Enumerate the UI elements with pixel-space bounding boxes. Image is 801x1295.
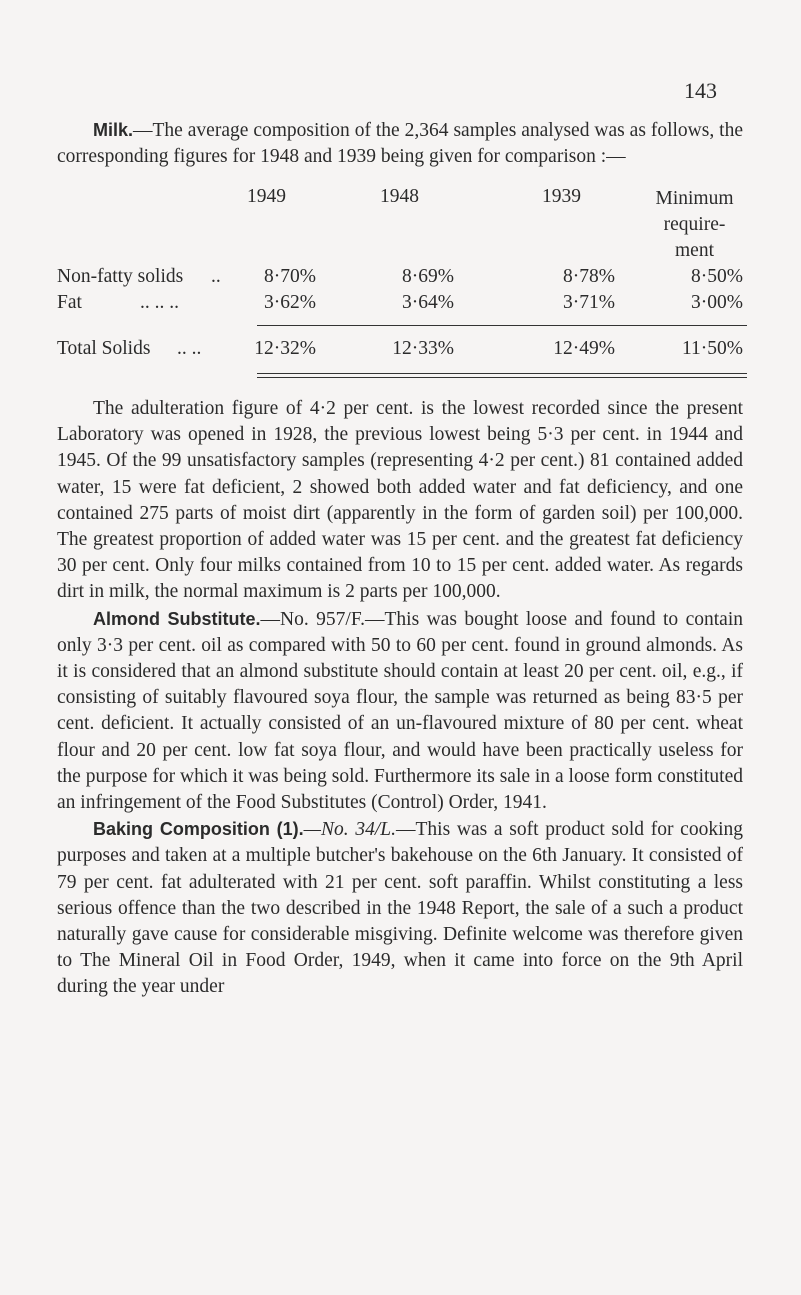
total-rule-bottom xyxy=(257,377,747,378)
value-1948: 3·64% xyxy=(402,292,454,313)
total-minimum: 11·50% xyxy=(681,338,743,359)
baking-reference: —No. 34/L. xyxy=(303,819,396,841)
subtotal-rule xyxy=(257,325,747,326)
header-1939: 1939 xyxy=(542,186,581,207)
baking-paragraph xyxy=(57,816,743,1000)
header-1948: 1948 xyxy=(380,186,419,207)
almond-heading: Almond Substitute. xyxy=(93,608,261,629)
total-label: Total Solids xyxy=(57,338,151,359)
leader-dots: .. .. .. xyxy=(140,292,179,313)
baking-heading: Baking Composition (1). xyxy=(93,819,304,840)
almond-paragraph xyxy=(57,606,743,817)
header-minimum-line-1: Minimum xyxy=(655,188,734,209)
value-minimum: 3·00% xyxy=(691,292,743,313)
value-1939: 3·71% xyxy=(563,292,615,313)
table-header-row xyxy=(57,186,747,261)
header-minimum-requirement xyxy=(642,186,747,264)
milk-intro xyxy=(57,117,743,170)
value-1939: 8·78% xyxy=(563,266,615,287)
value-1948: 8·69% xyxy=(402,266,454,287)
baking-text: —This was a soft product sold for cooking purposes and taken at a multiple butcher's bakehouse on the 6th January. It consisted of 79 per cent. fat adulterated with 21 per cent. soft paraffin. Whilst constituting a less serious offence than the two described in the 1948 Report, the sale of a such a product naturally gave cause for considerable misgiving. Definite welcome was therefore given to The Mineral Oil in Food Order, 1949, when it came into force on the 9th April during the year under xyxy=(57,819,743,998)
header-minimum-line-2: require- xyxy=(663,214,726,235)
value-1949: 8·70% xyxy=(264,266,316,287)
total-1939: 12·49% xyxy=(553,338,615,359)
body-text xyxy=(57,396,743,1001)
header-minimum-line-3: ment xyxy=(675,240,714,261)
value-minimum: 8·50% xyxy=(691,266,743,287)
adulteration-paragraph: The adulteration figure of 4·2 per cent. is the lowest recorded since the present Laboratory was opened in 1928, the previous lowest being 5·3 per cent. in 1944 and 1945. Of the 99 unsatisfactory samples (representing 4·2 per cent.) 81 contained added water, 15 were fat deficient, 2 showed both added water and fat deficiency, and one contained 275 parts of moist dirt (apparently in the form of garden soil) per 100,000. The greatest proportion of added water was 15 per cent. and the greatest fat deficiency 30 per cent. Only four milks contained from 10 to 15 per cent. added water. As regards dirt in milk, the normal maximum is 2 parts per 100,000. xyxy=(57,398,743,603)
table-row xyxy=(57,292,747,318)
milk-intro-text: —The average composition of the 2,364 samples analysed was as follows, the corresponding figures for 1948 and 1939 being given for comparison :— xyxy=(57,120,743,168)
total-1948: 12·33% xyxy=(392,338,454,359)
row-label: Non-fatty solids xyxy=(57,266,184,287)
page-number: 143 xyxy=(684,78,717,103)
total-1949: 12·32% xyxy=(254,338,316,359)
table-row xyxy=(57,266,747,292)
header-1949: 1949 xyxy=(247,186,286,207)
almond-text: —No. 957/F.—This was bought loose and found to contain only 3·3 per cent. oil as compared with 50 to 60 per cent. found in ground almonds. As it is considered that an almond substitute should contain at least 20 per cent. oil, e.g., if consisting of suitably flavoured soya flour, the sample was returned as being 83·5 per cent. deficient. It actually consisted of an un-flavoured mixture of 80 per cent. wheat flour and 20 per cent. low fat soya flour, and would have been practically useless for the purpose for which it was being sold. Furthermore its sale in a loose form constituted an infringement of the Food Substitutes (Control) Order, 1941. xyxy=(57,608,743,814)
milk-heading: Milk. xyxy=(93,120,134,140)
value-1949: 3·62% xyxy=(264,292,316,313)
row-label: Fat xyxy=(57,292,82,313)
table-total-row xyxy=(57,338,747,364)
leader-dots: .. .. xyxy=(177,338,202,359)
leader-dots: .. xyxy=(211,266,221,287)
total-rule-top xyxy=(257,373,747,374)
